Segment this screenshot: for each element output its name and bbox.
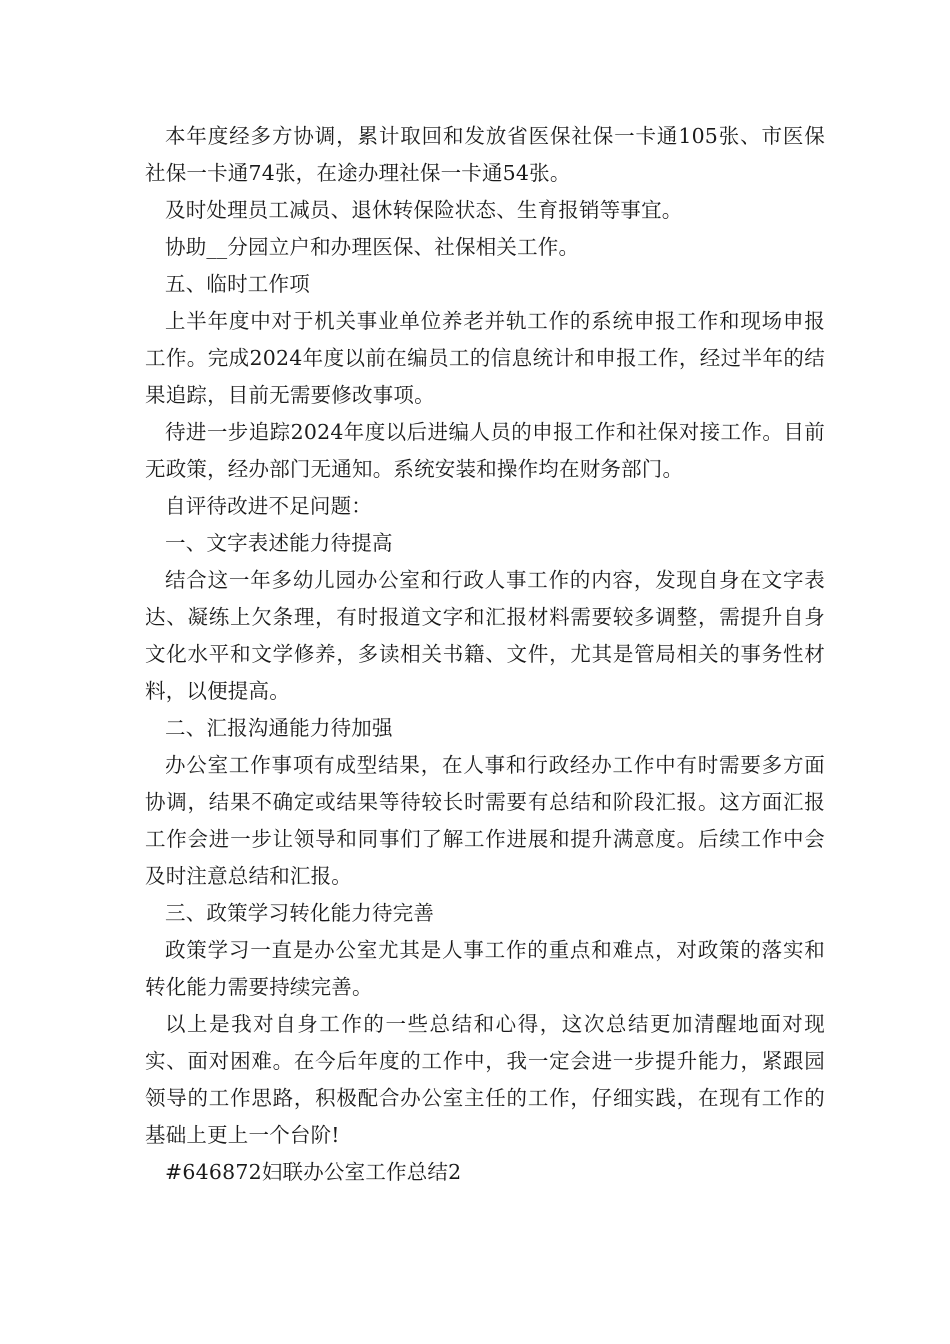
document-title-next: #646872妇联办公室工作总结2 xyxy=(165,1160,462,1184)
paragraph-social-security-cards: 本年度经多方协调，累计取回和发放省医保社保一卡通105张、市医保社保一卡通74张，在途办理社保一卡通54张。 xyxy=(145,124,825,185)
paragraph-branch-registration: 协助__分园立户和办理医保、社保相关工作。 xyxy=(165,235,580,259)
section-heading-self-evaluation: 自评待改进不足问题： xyxy=(165,494,372,518)
paragraph-pension-followup: 待进一步追踪2024年度以后进编人员的申报工作和社保对接工作。目前无政策，经办部门无通知。系统安装和操作均在财务部门。 xyxy=(145,420,825,481)
section-heading-communication: 二、汇报沟通能力待加强 xyxy=(165,716,393,740)
paragraph-conclusion: 以上是我对自身工作的一些总结和心得，这次总结更加清醒地面对现实、面对困难。在今后年度的工作中，我一定会进一步提升能力，紧跟园领导的工作思路，积极配合办公室主任的工作，仔细实践，在现有工作的基础上更上一个台阶! xyxy=(145,1012,825,1147)
section-heading-temporary-work: 五、临时工作项 xyxy=(165,272,310,296)
document-page xyxy=(145,118,825,1191)
paragraph-policy-learning: 政策学习一直是办公室尤其是人事工作的重点和难点，对政策的落实和转化能力需要持续完善。 xyxy=(145,938,825,999)
paragraph-communication: 办公室工作事项有成型结果，在人事和行政经办工作中有时需要多方面协调，结果不确定或结果等待较长时需要有总结和阶段汇报。这方面汇报工作会进一步让领导和同事们了解工作进展和提升满意度。后续工作中会及时注意总结和汇报。 xyxy=(145,753,825,888)
paragraph-pension-reporting: 上半年度中对于机关事业单位养老并轨工作的系统申报工作和现场申报工作。完成2024年度以前在编员工的信息统计和申报工作，经过半年的结果追踪，目前无需要修改事项。 xyxy=(145,309,825,407)
paragraph-writing-skills: 结合这一年多幼儿园办公室和行政人事工作的内容，发现自身在文字表达、凝练上欠条理，有时报道文字和汇报材料需要较多调整，需提升自身文化水平和文学修养，多读相关书籍、文件，尤其是管局相关的事务性材料，以便提高。 xyxy=(145,568,825,703)
section-heading-policy-learning: 三、政策学习转化能力待完善 xyxy=(165,901,435,925)
paragraph-staff-insurance: 及时处理员工减员、退休转保险状态、生育报销等事宜。 xyxy=(165,198,683,222)
section-heading-writing-skills: 一、文字表述能力待提高 xyxy=(165,531,393,555)
